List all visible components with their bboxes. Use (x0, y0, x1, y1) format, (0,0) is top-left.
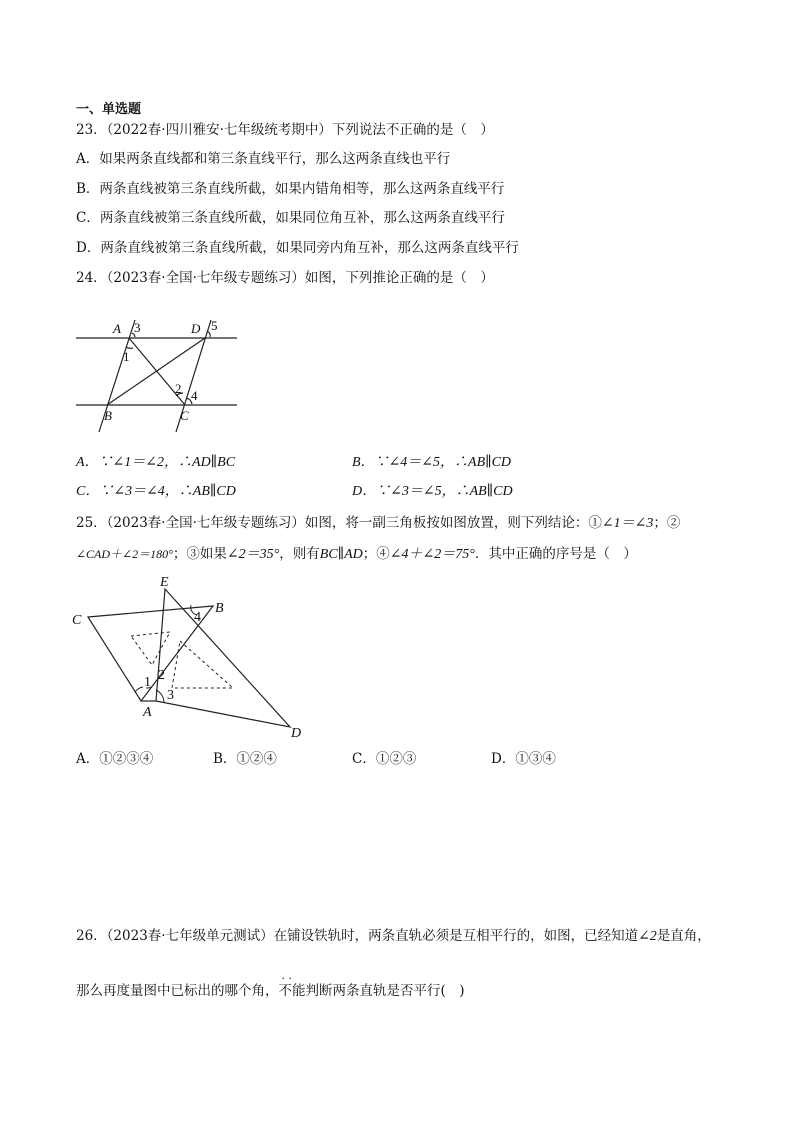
q25-text-1: ；③如果 (172, 546, 227, 562)
q23-option-a[interactable]: A．如果两条直线都和第三条直线平行，那么这两条直线也平行 (76, 151, 451, 167)
q25-math-angle2: ∠2＝35° (226, 547, 280, 562)
q24-label-5: 5 (211, 318, 218, 333)
q25-math-cad: ∠CAD＋∠2＝180° (76, 547, 173, 561)
q26-emphasis-text: 不能 (278, 983, 306, 999)
q24-stem: 24．（2023春·全国·七年级专题练习）如图，下列推论正确的是（ ） (76, 270, 494, 286)
q25-option-d[interactable]: D．①③④ (491, 751, 556, 767)
q25-option-a[interactable]: A．①②③④ (76, 751, 154, 767)
q24-option-d[interactable]: D．∵∠3＝∠5，∴AB∥CD (352, 484, 513, 499)
q25-option-c[interactable]: C．①②③ (352, 751, 417, 767)
q25-label-4: 4 (194, 610, 201, 625)
q23-option-c[interactable]: C．两条直线被第三条直线所截，如果同位角互补，那么这两条直线平行 (76, 210, 505, 226)
q25-text-3: ；④ (362, 546, 390, 562)
q23-option-d[interactable]: D．两条直线被第三条直线所截，如果同旁内角互补，那么这两条直线平行 (76, 240, 519, 256)
q24-label-2: 2 (175, 381, 182, 396)
q24-label-a: A (113, 321, 121, 336)
q25-label-a: A (143, 705, 152, 720)
q26-math-angle2: ∠2 (638, 929, 657, 944)
q24-label-d: D (191, 321, 201, 336)
q24-label-3: 3 (134, 320, 141, 335)
q26-line1-suffix: 是直角， (656, 928, 711, 944)
q25-math-angle1-eq-3: ∠1＝∠3 (601, 516, 654, 531)
q25-label-d: D (291, 726, 302, 741)
q25-text-4: ．其中正确的序号是（ ） (474, 546, 637, 562)
q26-line1 (76, 928, 711, 945)
q26-emphasis-dots: · · (281, 972, 292, 985)
q25-arc-1 (135, 687, 143, 692)
q25-math-angle4-2: ∠4＋∠2＝75° (389, 547, 475, 562)
q26-line2-suffix: 判断两条直轨是否平行( ) (305, 983, 465, 999)
q25-stem-prefix: 25．（2023春·全国·七年级专题练习）如图，将一副三角板按如图放置，则下列结论：① (76, 515, 602, 531)
q26-line2-prefix: 那么再度量图中已标出的哪个角， (76, 983, 279, 999)
q25-math-bc-ad: BC∥AD (319, 547, 363, 562)
q26-line1-prefix: 26．（2023春·七年级单元测试）在铺设铁轨时，两条直轨必须是互相平行的，如图，已经知道 (76, 928, 639, 944)
q25-label-e: E (160, 575, 169, 590)
q24-label-4: 4 (191, 388, 198, 403)
q23-stem: 23．（2022春·四川雅安·七年级统考期中）下列说法不正确的是（ ） (76, 122, 494, 138)
q24-label-b: B (104, 408, 112, 423)
q26-emphasis (278, 972, 306, 999)
q25-label-3: 3 (167, 688, 174, 703)
section-title: 一、单选题 (76, 102, 142, 117)
q23-option-b[interactable]: B．两条直线被第三条直线所截，如果内错角相等，那么这两条直线平行 (76, 181, 505, 197)
q25-label-2: 2 (158, 668, 165, 683)
q25-text-2: ，则有 (279, 546, 320, 562)
q25-inner-dashed-left (131, 632, 170, 665)
q25-label-c: C (72, 613, 82, 628)
q25-option-b[interactable]: B．①②④ (213, 751, 277, 767)
q25-label-b: B (215, 601, 224, 616)
q26-line2 (76, 972, 465, 999)
q24-label-1: 1 (123, 349, 130, 364)
q24-label-c: C (180, 408, 189, 423)
q24-option-b[interactable]: B．∵∠4＝∠5，∴AB∥CD (352, 455, 512, 470)
q25-label-1: 1 (144, 675, 151, 690)
q25-stem-suffix: ；② (653, 515, 681, 531)
q24-option-c[interactable]: C．∵∠3＝∠4，∴AB∥CD (76, 484, 236, 499)
q24-option-a[interactable]: A．∵∠1＝∠2，∴AD∥BC (76, 455, 236, 470)
